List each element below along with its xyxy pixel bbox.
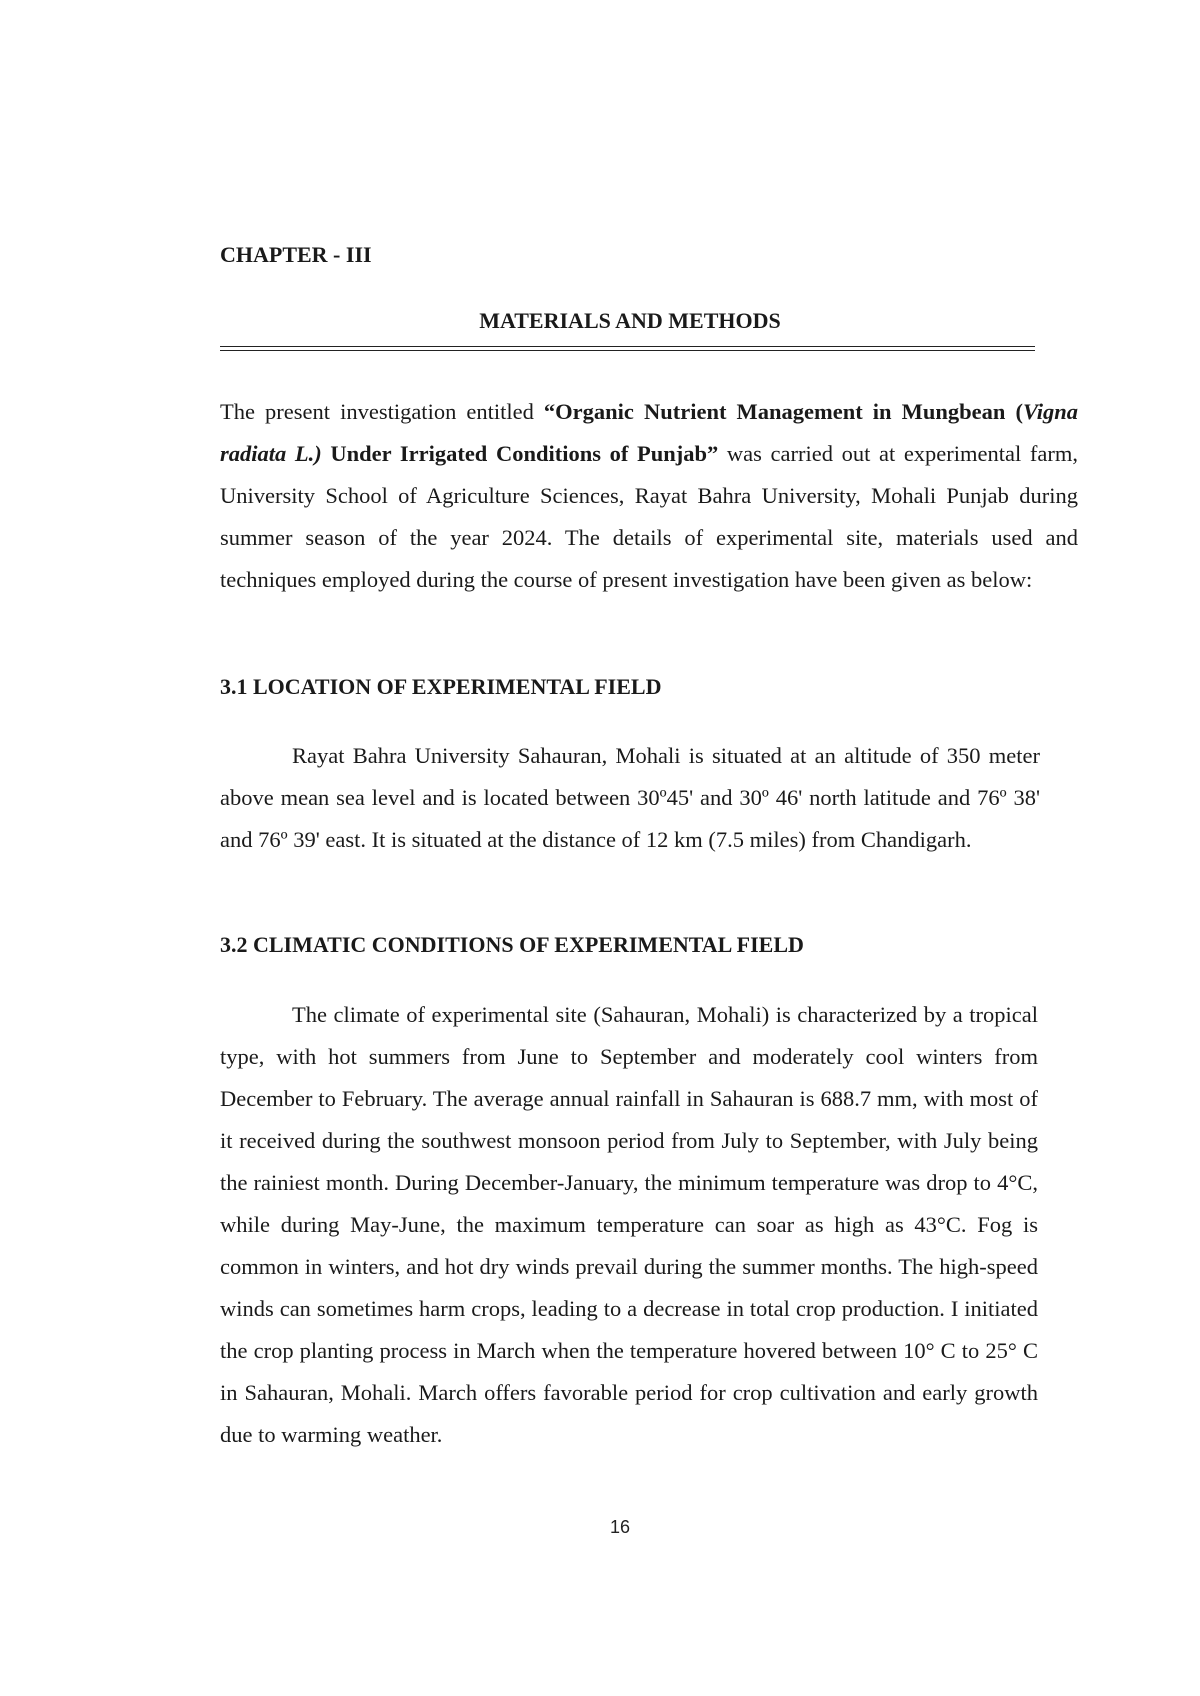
section-body-location: Rayat Bahra University Sahauran, Mohali is situated at an altitude of 350 meter above mean sea level and is located between 30º45' and 30º 46' north latitude and 76º 38' and 76º 39' east. It is situated at the distance of 12 km (7.5 miles) from Chandigarh. <box>220 743 1040 852</box>
intro-paragraph <box>220 391 1078 601</box>
study-title-close: Under Irrigated Conditions of Punjab” <box>321 441 719 466</box>
section-heading-climate: 3.2 CLIMATIC CONDITIONS OF EXPERIMENTAL FIELD <box>220 932 804 957</box>
page-number: 16 <box>609 1517 631 1537</box>
title-double-rule <box>220 346 1035 351</box>
intro-text-end: was carried out at experimental farm, University School of Agriculture Sciences, Rayat Bahra University, Mohali Punjab during summer season of the year 2024. The details of experimental site, materials used and techniques employed during the course of present investigation have been given as below: <box>220 441 1078 592</box>
section-heading-location: 3.1 LOCATION OF EXPERIMENTAL FIELD <box>220 674 662 699</box>
study-title-open: “Organic Nutrient Management in Mungbean ( <box>543 399 1023 424</box>
chapter-label: CHAPTER - III <box>220 242 372 267</box>
section-body-climate: The climate of experimental site (Sahauran, Mohali) is characterized by a tropical type, with hot summers from June to September and moderately cool winters from December to February. The average annual rainfall in Sahauran is 688.7 mm, with most of it received during the southwest monsoon period from July to September, with July being the rainiest month. During December-January, the minimum temperature was drop to 4°C, while during May-June, the maximum temperature can soar as high as 43°C. Fog is common in winters, and hot dry winds prevail during the summer months. The high-speed winds can sometimes harm crops, leading to a decrease in total crop production. I initiated the crop planting process in March when the temperature hovered between 10° C to 25° C in Sahauran, Mohali. March offers favorable period for crop cultivation and early growth due to warming weather. <box>220 1002 1038 1447</box>
intro-text-start: The present investigation entitled <box>220 399 544 424</box>
species-name: Vigna radiata L.) <box>220 399 1078 466</box>
chapter-title: MATERIALS AND METHODS <box>479 308 781 333</box>
